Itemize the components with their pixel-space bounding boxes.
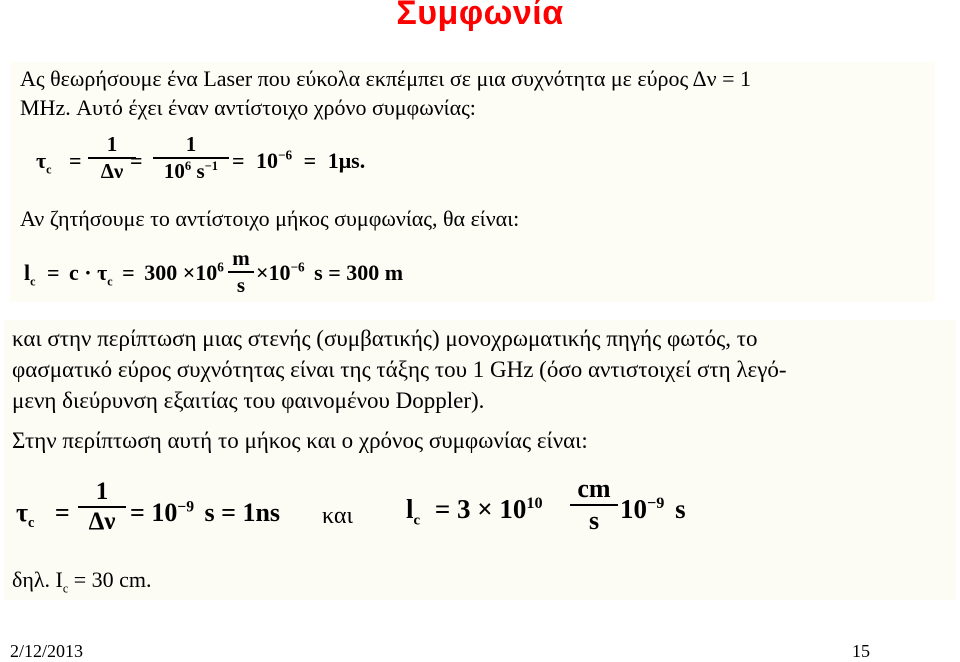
coherence-length-equation: $l_c = c \cdot \tau_c = 300 \times 10^6$ (24, 259, 224, 289)
slide-title: Συμφωνία (396, 0, 564, 32)
paragraph-line: και στην περίπτωση μιας στενής (συμβατικής) μονοχρωματικής πηγής φωτός, το (12, 326, 758, 351)
fraction: m s (228, 246, 254, 298)
coherence-time-result: = $10^{-9}$ s = 1ns (130, 498, 281, 527)
coherence-length-result: $10^{-9}$ s (620, 494, 686, 524)
coherence-time-result: = $10^{-6} = 1\mu s$. (232, 147, 366, 173)
paragraph-line: φασματικό εύρος συχνότητας είναι της τάξης του 1 GHz (όσο αντιστοιχεί στη λεγό- (12, 357, 787, 382)
fraction: 1 Δν (78, 478, 126, 536)
conjunction-text: και (322, 503, 353, 529)
paragraph-line: Αν ζητήσουμε το αντίστοιχο μήκος συμφωνίας, θα είναι: (20, 206, 520, 231)
coherence-time-symbol: $\tau_c$ = (16, 498, 70, 532)
paragraph-line: MHz. Αυτό έχει έναν αντίστοιχο χρόνο συμφωνίας: (20, 95, 476, 120)
fraction: 1 Δν (88, 132, 136, 184)
paragraph-line: μενη διεύρυνση εξαιτίας του φαινομένου Doppler). (12, 388, 485, 413)
paragraph-line: Στην περίπτωση αυτή το μήκος και ο χρόνος συμφωνίας είναι: (12, 428, 588, 453)
slide-date: 2/12/2013 (10, 641, 84, 661)
coherence-length-result: $\times 10^{-6}$ s = 300 m (256, 259, 404, 285)
conclusion-line: δηλ. $I_c = 30$ cm. (12, 567, 152, 596)
coherence-time-symbol: $\tau_c$ = (36, 148, 82, 177)
fraction: cm s (570, 474, 618, 536)
paragraph-line: Ας θεωρήσουμε ένα Laser που εύκολα εκπέμπει σε μια συχνότητα με εύρος Δν = 1 (20, 66, 752, 91)
coherence-length-equation: $l_c = 3 \times 10^{10}$ (406, 494, 543, 529)
equals-sign: = (130, 148, 143, 173)
laser-coherence-panel (10, 62, 935, 302)
conventional-source-panel (4, 320, 956, 600)
slide-page-number: 15 (852, 641, 870, 661)
fraction: 1 $10^6$ $s^{-1}$ (153, 132, 229, 184)
